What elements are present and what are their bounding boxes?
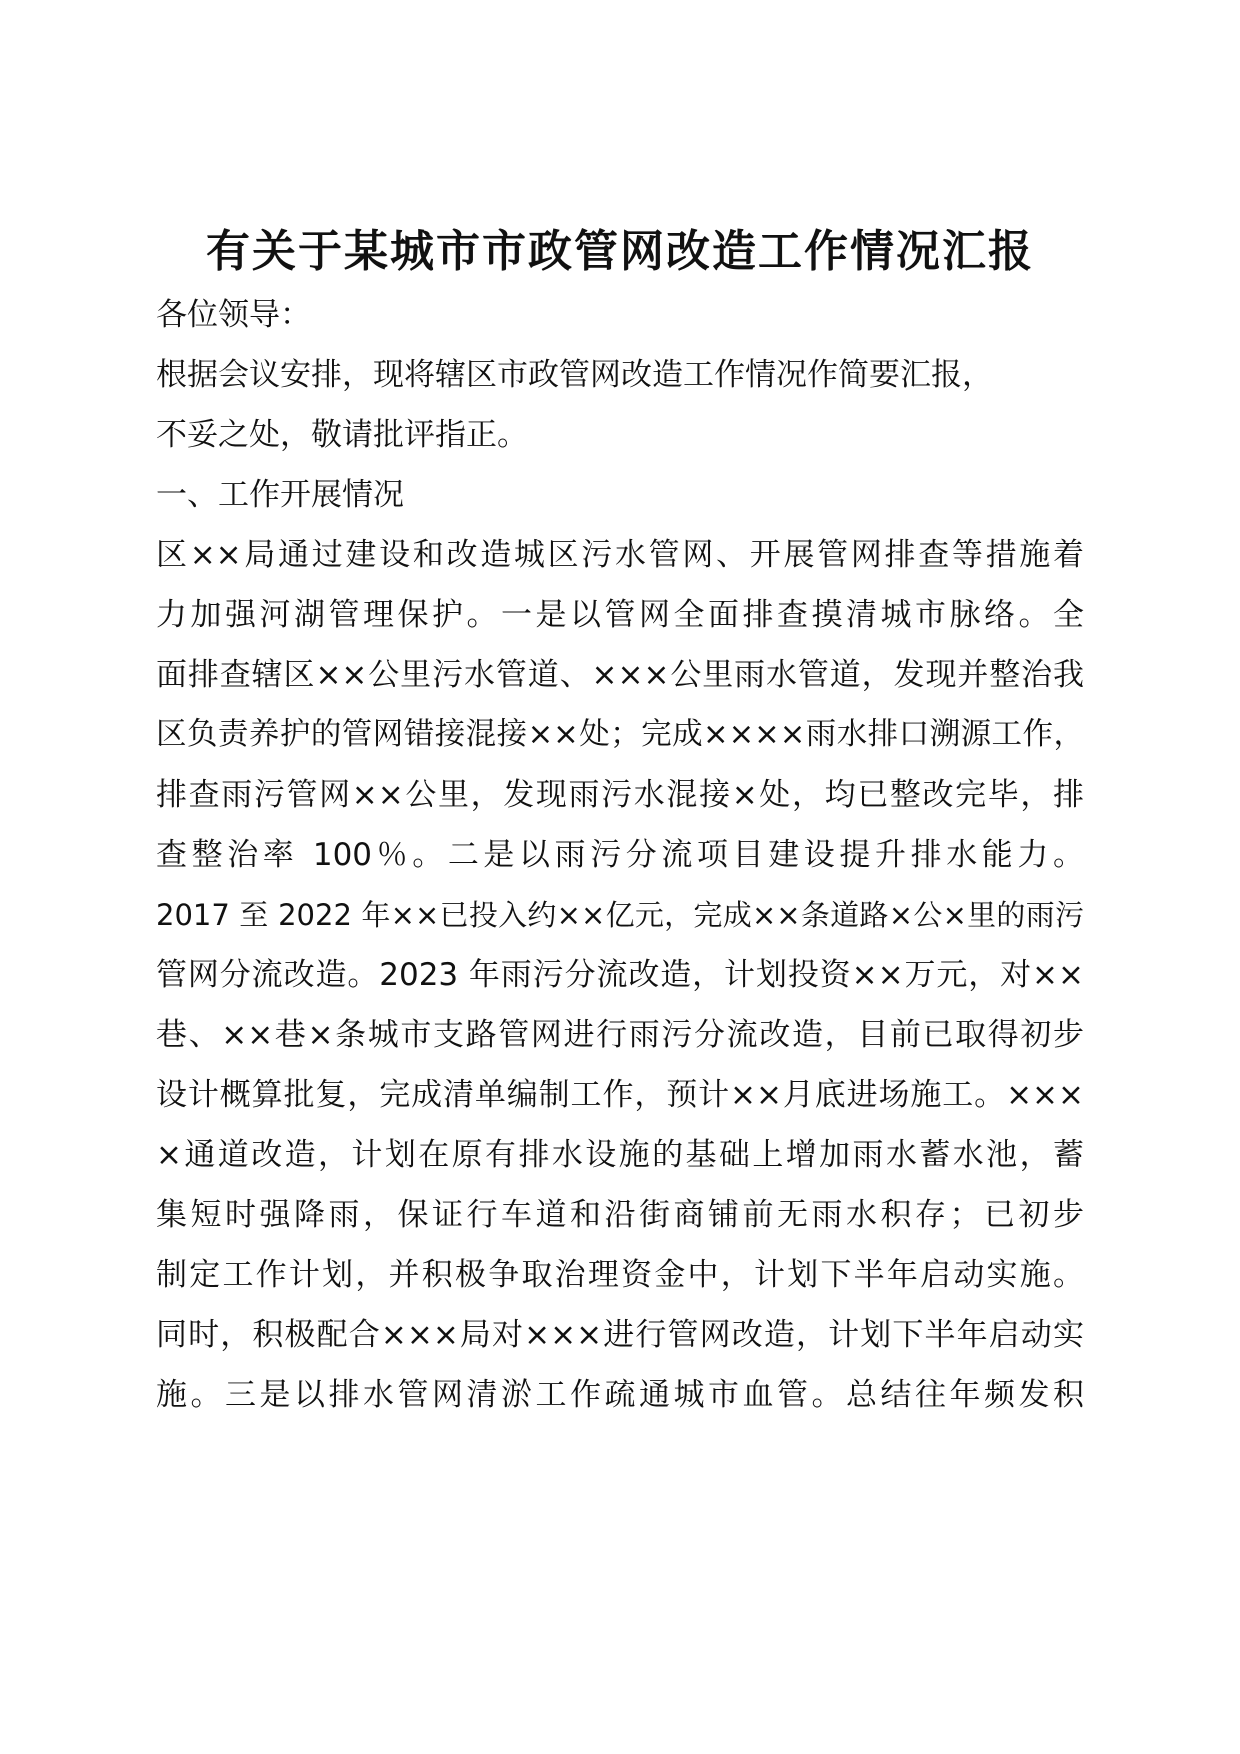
body-line: 区××局通过建设和改造城区污水管网、开展管网排查等措施着 (156, 537, 1084, 573)
body-line: 设计概算批复，完成清单编制工作，预计××月底进场施工。××× (156, 1077, 1084, 1113)
body-line: 巷、××巷×条城市支路管网进行雨污分流改造，目前已取得初步 (156, 1017, 1084, 1053)
body-line: 不妥之处，敬请批评指正。 (156, 417, 528, 453)
body-line: 施。三是以排水管网清淤工作疏通城市血管。总结往年频发积 (156, 1377, 1084, 1413)
body-line: 集短时强降雨，保证行车道和沿街商铺前无雨水积存；已初步 (156, 1197, 1084, 1233)
body-line: 排查雨污管网××公里，发现雨污水混接×处，均已整改完毕，排 (156, 777, 1084, 813)
body-line: 查整治率 100％。二是以雨污分流项目建设提升排水能力。 (156, 837, 1084, 873)
body-line: 根据会议安排，现将辖区市政管网改造工作情况作简要汇报， (156, 357, 993, 393)
body-line: 面排查辖区××公里污水管道、×××公里雨水管道，发现并整治我 (156, 657, 1084, 693)
salutation: 各位领导： (156, 297, 311, 333)
body-line: 区负责养护的管网错接混接××处；完成××××雨水排口溯源工作， (156, 717, 1084, 752)
body-line: 制定工作计划，并积极争取治理资金中，计划下半年启动实施。 (156, 1257, 1084, 1293)
section-heading: 一、工作开展情况 (156, 477, 404, 513)
body-line: 2017 至 2022 年××已投入约××亿元，完成××条道路×公×里的雨污 (156, 898, 1084, 932)
body-line: 力加强河湖管理保护。一是以管网全面排查摸清城市脉络。全 (156, 597, 1084, 633)
body-line: ×通道改造，计划在原有排水设施的基础上增加雨水蓄水池，蓄 (156, 1137, 1084, 1173)
body-line: 同时，积极配合×××局对×××进行管网改造，计划下半年启动实 (156, 1317, 1084, 1353)
body-line: 管网分流改造。2023 年雨污分流改造，计划投资××万元，对×× (156, 957, 1084, 993)
document-title: 有关于某城市市政管网改造工作情况汇报 (206, 226, 1034, 277)
